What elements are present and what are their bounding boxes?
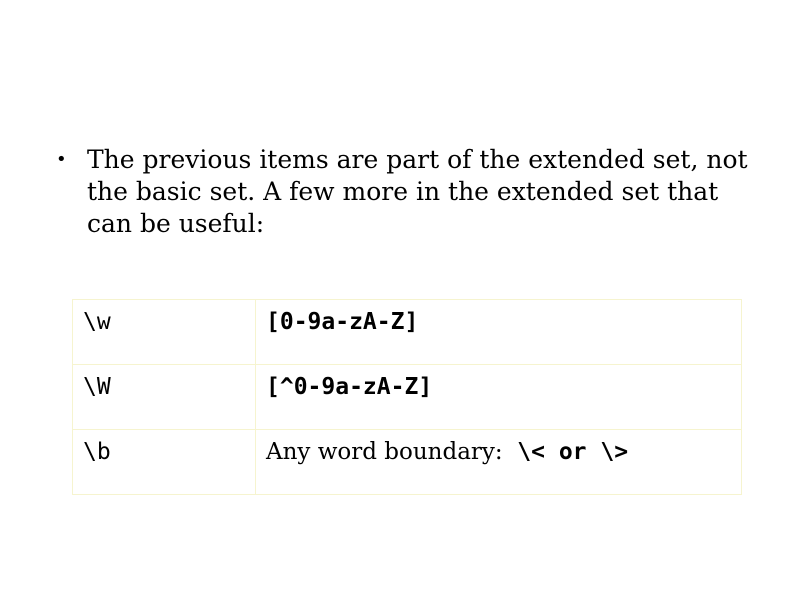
pattern-cell: \w <box>73 300 256 365</box>
meaning-cell <box>256 430 742 495</box>
meaning-text: Any word boundary: <box>266 439 518 465</box>
bullet-text: The previous items are part of the extended set, not the basic set. A few more in the extended set that can be useful: <box>87 145 748 238</box>
pattern-cell: \W <box>73 365 256 430</box>
meaning-code: \< or \> <box>517 439 629 465</box>
pattern-cell: \b <box>73 430 256 495</box>
meaning-cell: [0-9a-zA-Z] <box>256 300 742 365</box>
table-row <box>73 430 742 495</box>
regex-table <box>72 299 742 495</box>
bullet-item <box>52 144 752 240</box>
table-row <box>73 365 742 430</box>
bullet-marker: • <box>56 149 67 170</box>
meaning-cell: [^0-9a-zA-Z] <box>256 365 742 430</box>
table-row <box>73 300 742 365</box>
bullet-list <box>52 144 752 240</box>
